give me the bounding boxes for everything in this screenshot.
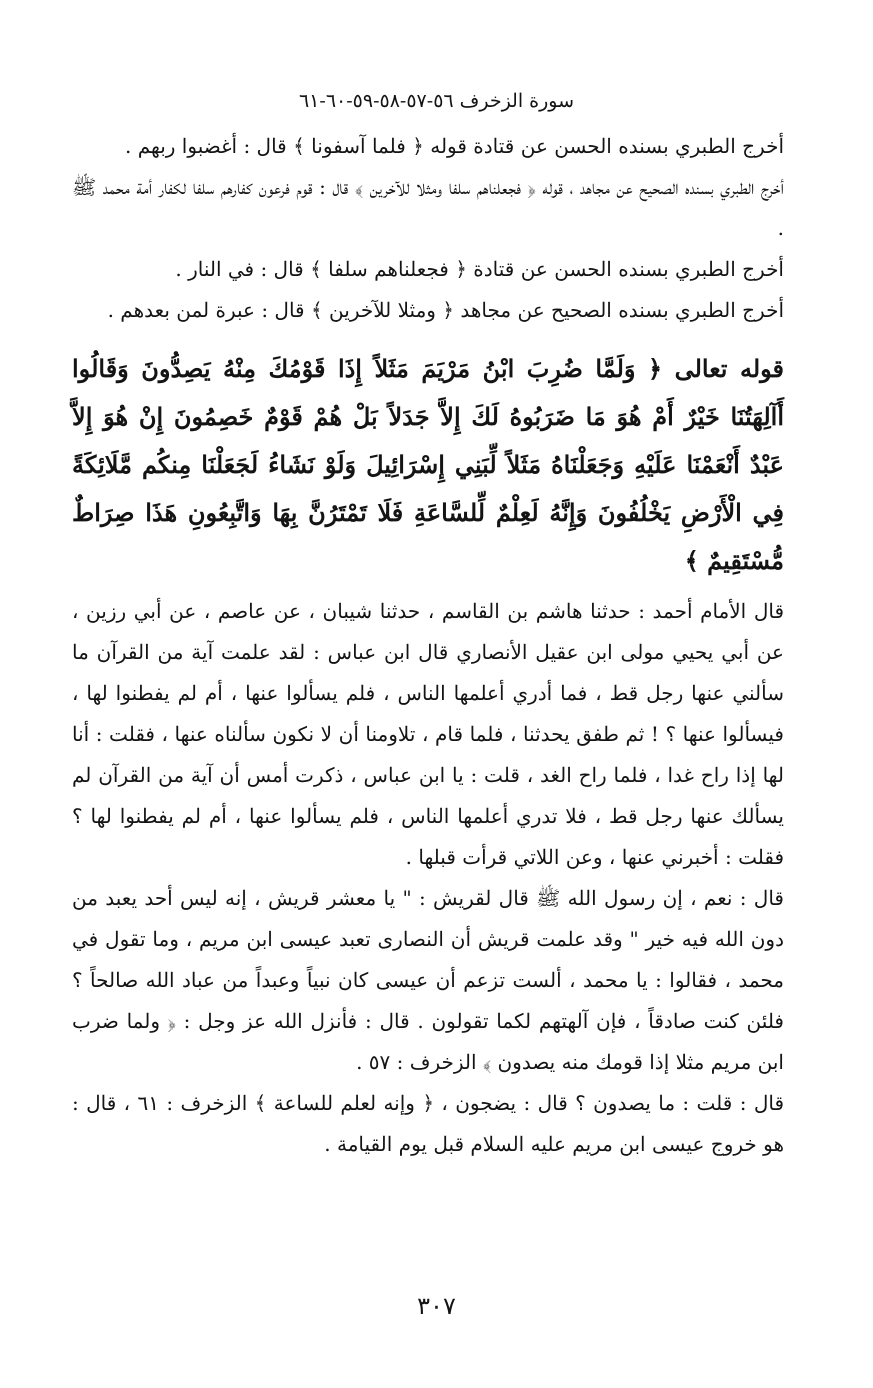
body-text xyxy=(72,120,784,1165)
quran-verse-block: قوله تعالى ﴿ وَلَمَّا ضُرِبَ ابْنُ مَرْيَمَ مَثَلاً إِذَا قَوْمُكَ مِنْهُ يَصِدُّونَ وَقَالُوا أَآلِهَتُنَا خَيْرٌ أَمْ هُوَ مَا ضَرَبُوهُ لَكَ إِلاَّ جَدَلاً بَلْ هُمْ قَوْمٌ خَصِمُونَ إِنْ هُوَ إِلاَّ عَبْدٌ أَنْعَمْنَا عَلَيْهِ وَجَعَلْنَاهُ مَثَلاً لِّبَنِي إِسْرَائِيلَ وَلَوْ نَشَاءُ لَجَعَلْنَا مِنكُم مَّلَائِكَةً فِي الْأَرْضِ يَخْلُفُونَ وَإِنَّهُ لَعِلْمٌ لِّلسَّاعَةِ فَلَا تَمْتَرُنَّ بِهَا وَاتَّبِعُونِ هَذَا صِرَاطٌ مُّسْتَقِيمٌ ﴾ xyxy=(72,354,785,575)
commentary-paragraph: أخرج الطبري بسنده الحسن عن قتادة قوله ﴿ فلما آسفونا ﴾ قال : أغضبوا ربهم . xyxy=(124,134,784,158)
running-header: سورة الزخرف ٥٦-٥٧-٥٨-٥٩-٦٠-٦١ xyxy=(298,90,575,112)
page-number: ٣٠٧ xyxy=(417,1292,456,1320)
hadith-paragraph: قال : نعم ، إن رسول الله ﷺ قال لقريش : " يا معشر قريش ، إنه ليس أحد يعبد من دون الله فيه خير " وقد علمت قريش أن النصارى تعبد عيسى ابن مريم ، وما تقول في محمد ، فقالوا : يا محمد ، ألست تزعم أن عيسى كان نبياً وعبداً من عباد الله صالحاً ؟ فلئن كنت صادقاً ، فإن آلهتهم لكما تقولون . قال : فأنزل الله عز وجل : ﴿ ولما ضرب ابن مريم مثلا إذا قومك منه يصدون ﴾ الزخرف : ٥٧ . xyxy=(72,886,784,1074)
commentary-paragraph: أخرج الطبري بسنده الصحيح عن مجاهد ، قوله ﴿ فجعلناهم سلفا ومثلا للآخرين ﴾ قال : قوم فرعون كفارهم سلفا لكفار أمة محمد ﷺ . xyxy=(72,175,784,240)
hadith-paragraph: قال : قلت : ما يصدون ؟ قال : يضجون ، ﴿ وإنه لعلم للساعة ﴾ الزخرف : ٦١ ، قال : هو خروج عيسى ابن مريم عليه السلام قبل يوم القيامة . xyxy=(72,1091,784,1156)
commentary-paragraph: أخرج الطبري بسنده الصحيح عن مجاهد ﴿ ومثلا للآخرين ﴾ قال : عبرة لمن بعدهم . xyxy=(107,298,784,322)
hadith-paragraph: قال الأمام أحمد : حدثنا هاشم بن القاسم ، حدثنا شيبان ، عن عاصم ، عن أبي رزين ، عن أبي يحيي مولى ابن عقيل الأنصاري قال ابن عباس : لقد علمت آية من القرآن ما سألني عنها رجل قط ، فما أدري أعلمها الناس ، فلم يسألوا عنها ، أم لم يفطنوا لها ، فيسألوا عنها ؟ ! ثم طفق يحدثنا ، فلما قام ، تلاومنا أن لا نكون سألناه عنها ، فقلت : أنا لها إذا راح غدا ، فلما راح الغد ، قلت : يا ابن عباس ، ذكرت أمس أن آية من القرآن لم يسألك عنها رجل قط ، فلا تدري أعلمها الناس ، فلم يسألوا عنها ، أم لم يفطنوا لها ؟ فقلت : أخبرني عنها ، وعن اللاتي قرأت قبلها . xyxy=(72,599,785,869)
commentary-paragraph: أخرج الطبري بسنده الحسن عن قتادة ﴿ فجعلناهم سلفا ﴾ قال : في النار . xyxy=(175,257,784,281)
